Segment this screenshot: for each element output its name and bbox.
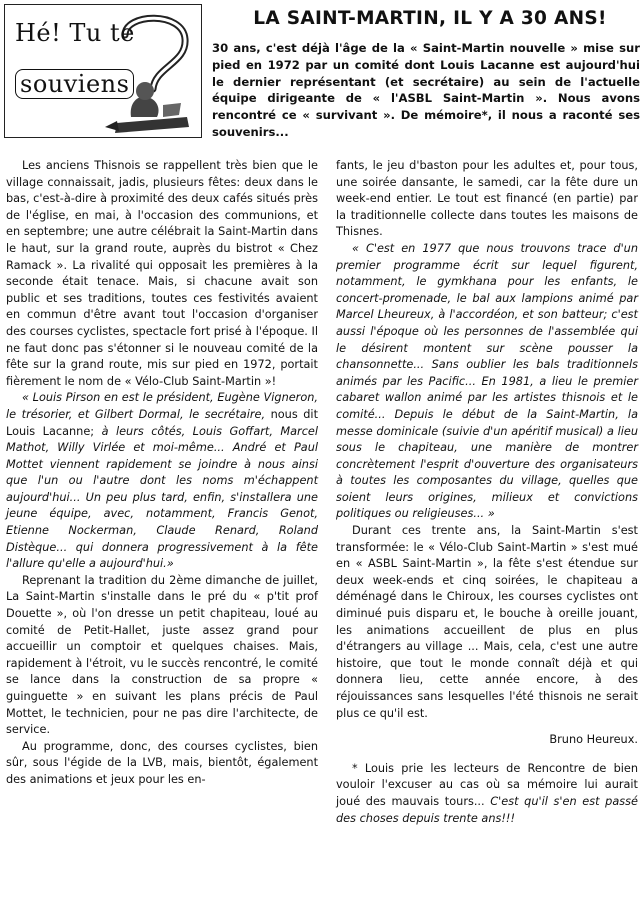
logo-box xyxy=(4,4,202,138)
left-column xyxy=(6,158,318,789)
article-title: LA SAINT-MARTIN, IL Y A 30 ANS! xyxy=(253,8,607,29)
author-signature: Bruno Heureux. xyxy=(549,733,638,747)
logo-text-line2: souviens xyxy=(15,69,134,99)
article-intro: 30 ans, c'est déjà l'âge de la « Saint-Martin nouvelle » mise sur pied en 1972 par un comité dont Louis Lacanne est aujourd'hui le dernier représentant (et secrétaire) au sein de l'actuelle équipe dirigeante de « l'ASBL Saint-Martin ». Nous avons rencontré ce « survivant ». De mémoire*, il nous a raconté ses souvenirs... xyxy=(212,41,640,139)
footnote-italic: C'est qu'il s'en est passé des choses depuis trente ans!!! xyxy=(336,794,638,825)
quote-attribution: nous dit Louis Lacanne; xyxy=(6,407,318,438)
paragraph: Reprenant la tradition du 2ème dimanche de juillet, La Saint-Martin s'installe dans le pré du « p'tit prof Douette », où l'on dresse un petit chapiteau, loué au comité de Petit-Hallet, juste assez grand pour accueillir un comptoir et quelques chaises. Mais, rapidement à l'étroit, vu le succès rencontré, le comité se lance dans la construction de sa propre « guinguette » en suivant les plans précis de Paul Mottet, le technicien, pour ne pas dire l'architecte, de service. xyxy=(6,573,318,737)
paragraph: fants, le jeu d'baston pour les adultes et, pour tous, une soirée dansante, le samedi, car la fête dure un week-end entier. Le tout est financé (en partie) par la traditionnelle collecte dans toutes les maisons de Thisnes. xyxy=(336,159,638,239)
paragraph: Durant ces trente ans, la Saint-Martin s'est transformée: le « Vélo-Club Saint-Martin » s'est mué en « ASBL Saint-Martin », la fête s'est étendue sur deux week-ends et cinq soirées, le chapiteau a déménagé dans le Chiroux, les courses cyclistes ont diminué puis disparu et, le bouche à oreille jouant, les animations accueillent de plus en plus d'étrangers au village ... Mais, cela, c'est une autre histoire, que tout le monde connaît déjà et qui donnera lieu, cette année encore, à des réjouissances sans lesquelles l'été thisnois ne serait plus ce qu'il est. xyxy=(336,524,638,720)
quote-text: à leurs côtés, Louis Goffart, Marcel Mathot, Willy Virlée et moi-même... André et Paul Mottet viennent rapidement se joindre à nous ainsi que l'un ou l'autre dont les noms m'échappent aujourd'hui... Un peu plus tard, enfin, s'installera une jeune équipe, avec, notamment, Francis Genot, Etienne Nockerman, Claude Renard, Roland Distèque... qui donnera progressivement à la fête l'allure qu'elle a aujourd'hui.» xyxy=(6,424,318,571)
paragraph: Les anciens Thisnois se rappellent très bien que le village connaissait, jadis, plusieurs fêtes: deux dans le bas, c'est-à-dire à proximité des deux cafés situés près de l'église, en mai, à l'occasion des communions, et en septembre; une autre célébrait la Saint-Martin dans le haut, sur la grand route, auprès du bistrot « Chez Ramack ». La rivalité qui opposait les premières à la seconde était tenace. Mais, si chacune avait son public et ses traditions, toutes ces festivités avaient en commun d'être avant tout l'occasion d'organiser des courses cyclistes, spectacle fort prisé à l'époque. Il ne faut donc pas s'étonner si le nouveau comité de la fête sur la grand route, mis sur pied en 1972, portait fièrement le nom de « Vélo-Club Saint-Martin »! xyxy=(6,159,318,388)
quote-paragraph xyxy=(6,390,318,573)
logo-text-line1: Hé! Tu te xyxy=(15,19,135,47)
right-column xyxy=(336,158,638,827)
paragraph: Au programme, donc, des courses cyclistes, bien sûr, sous l'égide de la LVB, mais, bientôt, également des animations et jeux pour les en- xyxy=(6,739,318,786)
footnote-text: * Louis prie les lecteurs de Rencontre de bien vouloir l'excuser au cas où sa mémoire lui aurait joué des mauvais tours... xyxy=(336,761,638,808)
footnote xyxy=(336,761,638,827)
quote-paragraph: « C'est en 1977 que nous trouvons trace d'un premier programme écrit sur lequel figurent, notamment, le gymkhana pour les enfants, le concert-promenade, le bal aux lampions animé par Marcel Lheureux, à l'accordéon, et son batteur; c'est aussi l'époque où les personnes de l'assemblée qui le désirent montent sur scène pousser la chansonnette... Sans oublier les bals traditionnels animés par les Pacific... En 1981, a lieu le premier cabaret wallon animé par les artistes thisnois et le comité... Depuis le début de la Saint-Martin, la messe dominicale (suivie d'un apéritif musical) a lieu sous le chapiteau, une manière de montrer concrètement l'esprit d'ouverture des organisateurs à toutes les composantes du village, quelles que soient leurs origines, milieux et convictions politiques ou religieuses... » xyxy=(336,241,638,521)
quote-text: « Louis Pirson en est le président, Eugène Vigneron, le trésorier, et Gilbert Dormal, le secrétaire, xyxy=(6,391,318,421)
